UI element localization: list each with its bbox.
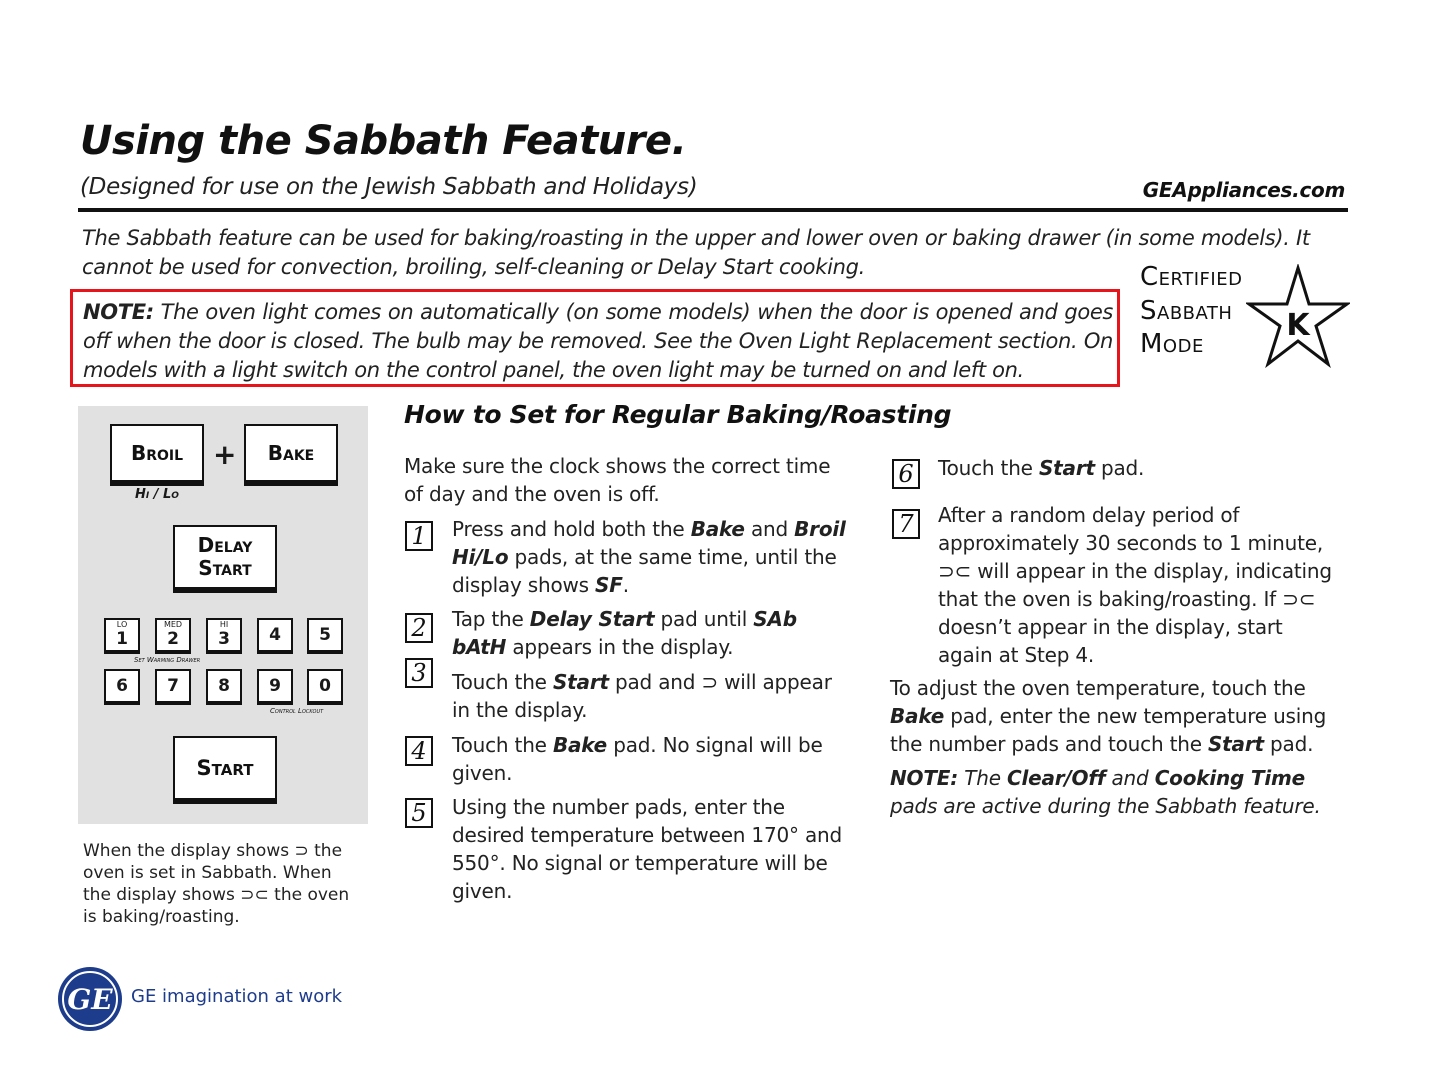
key-5: 5: [307, 618, 343, 654]
plus-sign: +: [213, 438, 237, 471]
cert-line-2: Sabbath: [1140, 296, 1233, 326]
start-pad: Start: [173, 736, 277, 804]
step-4-text: Touch the Bake pad. No signal will be given.: [452, 733, 823, 785]
key-2: MED 2: [155, 618, 191, 654]
key-6: 6: [104, 669, 140, 705]
hilo-label: Hi / Lo: [135, 487, 179, 502]
adjust-paragraph: To adjust the oven temperature, touch the Bake pad, enter the new temperature using the number pads and touch the Start pad.: [890, 676, 1327, 756]
key-3: HI 3: [206, 618, 242, 654]
bake-pad: Bake: [244, 424, 338, 486]
cert-line-3: Mode: [1140, 329, 1204, 359]
logo-text: GE: [67, 983, 113, 1016]
step-6-text: Touch the Start pad.: [938, 456, 1145, 480]
key-0: 0: [307, 669, 343, 705]
panel-caption: When the display shows ⊃ the oven is set in Sabbath. When the display shows ⊃⊂ the oven is baking/roasting.: [83, 841, 350, 927]
control-panel-illustration: [78, 406, 368, 824]
step-number: 2: [405, 613, 433, 643]
key-1: LO 1: [104, 618, 140, 654]
section-heading: How to Set for Regular Baking/Roasting: [404, 400, 952, 429]
certified-sabbath-badge: [1140, 262, 1350, 372]
kosher-star-icon: [1246, 264, 1350, 368]
key-9: 9: [257, 669, 293, 705]
key-8: 8: [206, 669, 242, 705]
step-7-text: After a random delay period of approximately 30 seconds to 1 minute, ⊃⊂ will appear in the display, indicating that the oven is baking/roasting. If ⊃⊂ doesn’t appear in the display, start again at Step 4.: [938, 503, 1332, 667]
cert-line-1: Certified: [1140, 262, 1243, 292]
set-warming-drawer-label: Set Warming Drawer: [134, 656, 201, 664]
page-title: Using the Sabbath Feature.: [80, 118, 687, 164]
step-number: 3: [405, 658, 433, 688]
step-number: 7: [892, 509, 920, 539]
step-5-text: Using the number pads, enter the desired temperature between 170° and 550°. No signal or temperature will be given.: [452, 795, 842, 903]
intro-paragraph: The Sabbath feature can be used for baking/roasting in the upper and lower oven or baking drawer (in some models). It cannot be used for convection, broiling, self-cleaning or Delay Start cooking.: [82, 226, 1310, 279]
step-1-text: Press and hold both the Bake and Broil Hi/Lo pads, at the same time, until the display shows SF.: [452, 517, 846, 597]
key-7: 7: [155, 669, 191, 705]
ge-tagline: GE imagination at work: [131, 986, 343, 1007]
start-label: Start: [198, 556, 252, 580]
note-2-paragraph: NOTE: The Clear/Off and Cooking Time pads are active during the Sabbath feature.: [890, 766, 1321, 818]
step-3-text: Touch the Start pad and ⊃ will appear in the display.: [452, 670, 832, 722]
ge-logo: [56, 965, 124, 1033]
header-rule: [78, 208, 1348, 212]
note-highlight-box: [70, 289, 1120, 387]
star-letter: K: [1286, 308, 1310, 343]
delay-start-pad: [173, 525, 277, 593]
step-number: 5: [405, 798, 433, 828]
step-number: 1: [405, 521, 433, 551]
step-number: 4: [405, 736, 433, 766]
website-link[interactable]: GEAppliances.com: [1142, 178, 1345, 202]
note-label: NOTE:: [83, 300, 154, 324]
page-subtitle: (Designed for use on the Jewish Sabbath and Holidays): [80, 174, 698, 200]
step-2-text: Tap the Delay Start pad until SAb bAtH appears in the display.: [452, 607, 797, 659]
note-paragraph: [83, 298, 1113, 385]
delay-label: Delay: [197, 533, 253, 557]
key-4: 4: [257, 618, 293, 654]
broil-pad: Broil: [110, 424, 204, 486]
section-lead: Make sure the clock shows the correct time of day and the oven is off.: [404, 454, 831, 506]
note-text: The oven light comes on automatically (on some models) when the door is opened and goes off when the door is closed. The bulb may be removed. See the Oven Light Replacement section. On models with a light switch on the control panel, the oven light may be turned on and left on.: [83, 300, 1113, 382]
step-number: 6: [892, 459, 920, 489]
control-lockout-label: Control Lockout: [270, 707, 324, 715]
